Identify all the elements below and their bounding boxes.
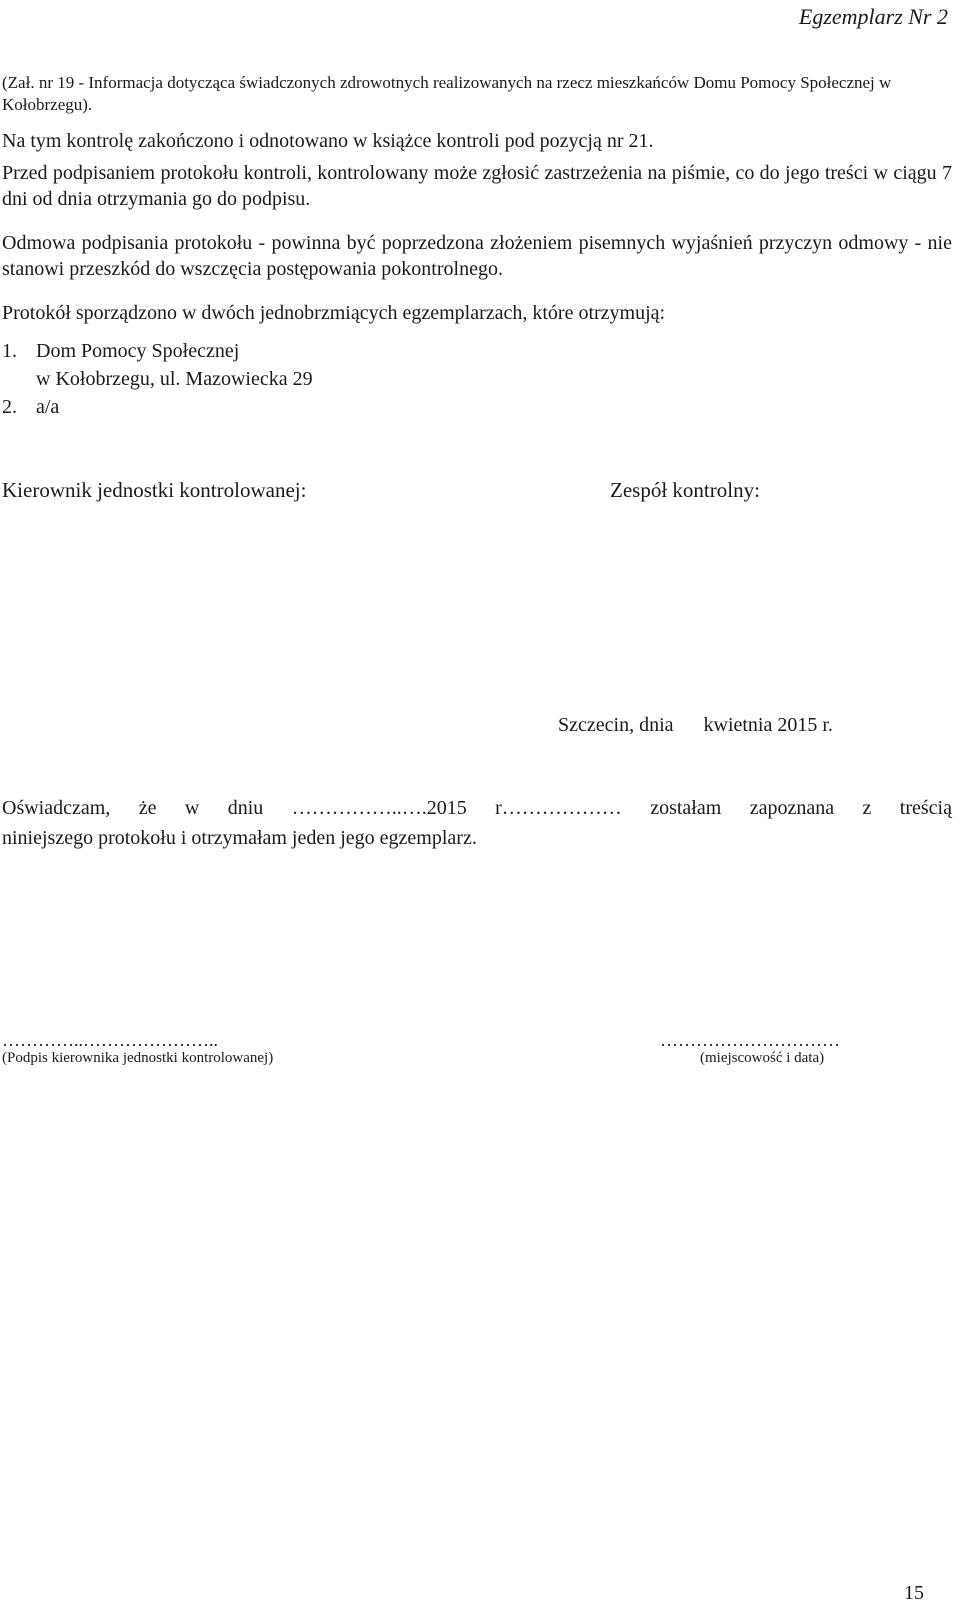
declaration-word: ……………..….2015 xyxy=(291,797,467,819)
declaration-word: Oświadczam, xyxy=(2,797,111,819)
declaration-word: zapoznana xyxy=(749,797,835,819)
refusal-paragraph: Odmowa podpisania protokołu - powinna być poprzedzona złożeniem pisemnych wyjaśnień przyczyn odmowy - nie stanowi przeszkód do wszczęcia postępowania pokontrolnego. xyxy=(2,232,952,280)
control-team-heading: Zespół kontrolny: xyxy=(610,478,760,502)
recipient-number: 2. xyxy=(2,396,17,418)
page-number: 15 xyxy=(904,1582,924,1604)
recipient-number: 1. xyxy=(2,340,17,362)
place-date: Szczecin, dnia kwietnia 2015 r. xyxy=(558,714,833,736)
annex-note: (Zał. nr 19 - Informacja dotycząca świadczonych zdrowotnych realizowanych na rzecz mieszkańców Domu Pomocy Społecznej w Kołobrzegu). xyxy=(2,73,892,114)
copy-number-label: Egzemplarz Nr 2 xyxy=(798,4,948,29)
copies-paragraph: Protokół sporządzono w dwóch jednobrzmiących egzemplarzach, które otrzymują: xyxy=(2,302,666,324)
manager-signature-line: …………..………………….. xyxy=(2,1030,218,1050)
manager-signature-caption: (Podpis kierownika jednostki kontrolowanej) xyxy=(2,1050,274,1066)
manager-signature-heading: Kierownik jednostki kontrolowanej: xyxy=(2,478,307,502)
declaration-line-2: niniejszego protokołu i otrzymałam jeden jego egzemplarz. xyxy=(2,827,477,849)
declaration-word: zostałam xyxy=(650,797,722,819)
declaration-line-1 xyxy=(2,797,952,820)
place-date-signature-line: ………………………… xyxy=(660,1030,840,1050)
recipient-name: a/a xyxy=(36,396,60,418)
recipient-address: w Kołobrzegu, ul. Mazowiecka 29 xyxy=(36,368,313,390)
place-date-caption: (miejscowość i data) xyxy=(700,1050,825,1066)
completion-paragraph: Na tym kontrolę zakończono i odnotowano w książce kontroli pod pozycją nr 21. xyxy=(2,130,654,152)
declaration-word: treścią xyxy=(899,797,952,819)
recipient-name: Dom Pomocy Społecznej xyxy=(36,340,240,362)
declaration-word: r……………… xyxy=(495,797,622,819)
declaration-word: z xyxy=(862,797,872,819)
declaration-word: że xyxy=(138,797,157,819)
objections-paragraph: Przed podpisaniem protokołu kontroli, kontrolowany może zgłosić zastrzeżenia na piśmie, co do jego treści w ciągu 7 dni od dnia otrzymania go do podpisu. xyxy=(2,162,952,210)
declaration-word: w xyxy=(184,797,200,819)
declaration-word: dniu xyxy=(227,797,264,819)
